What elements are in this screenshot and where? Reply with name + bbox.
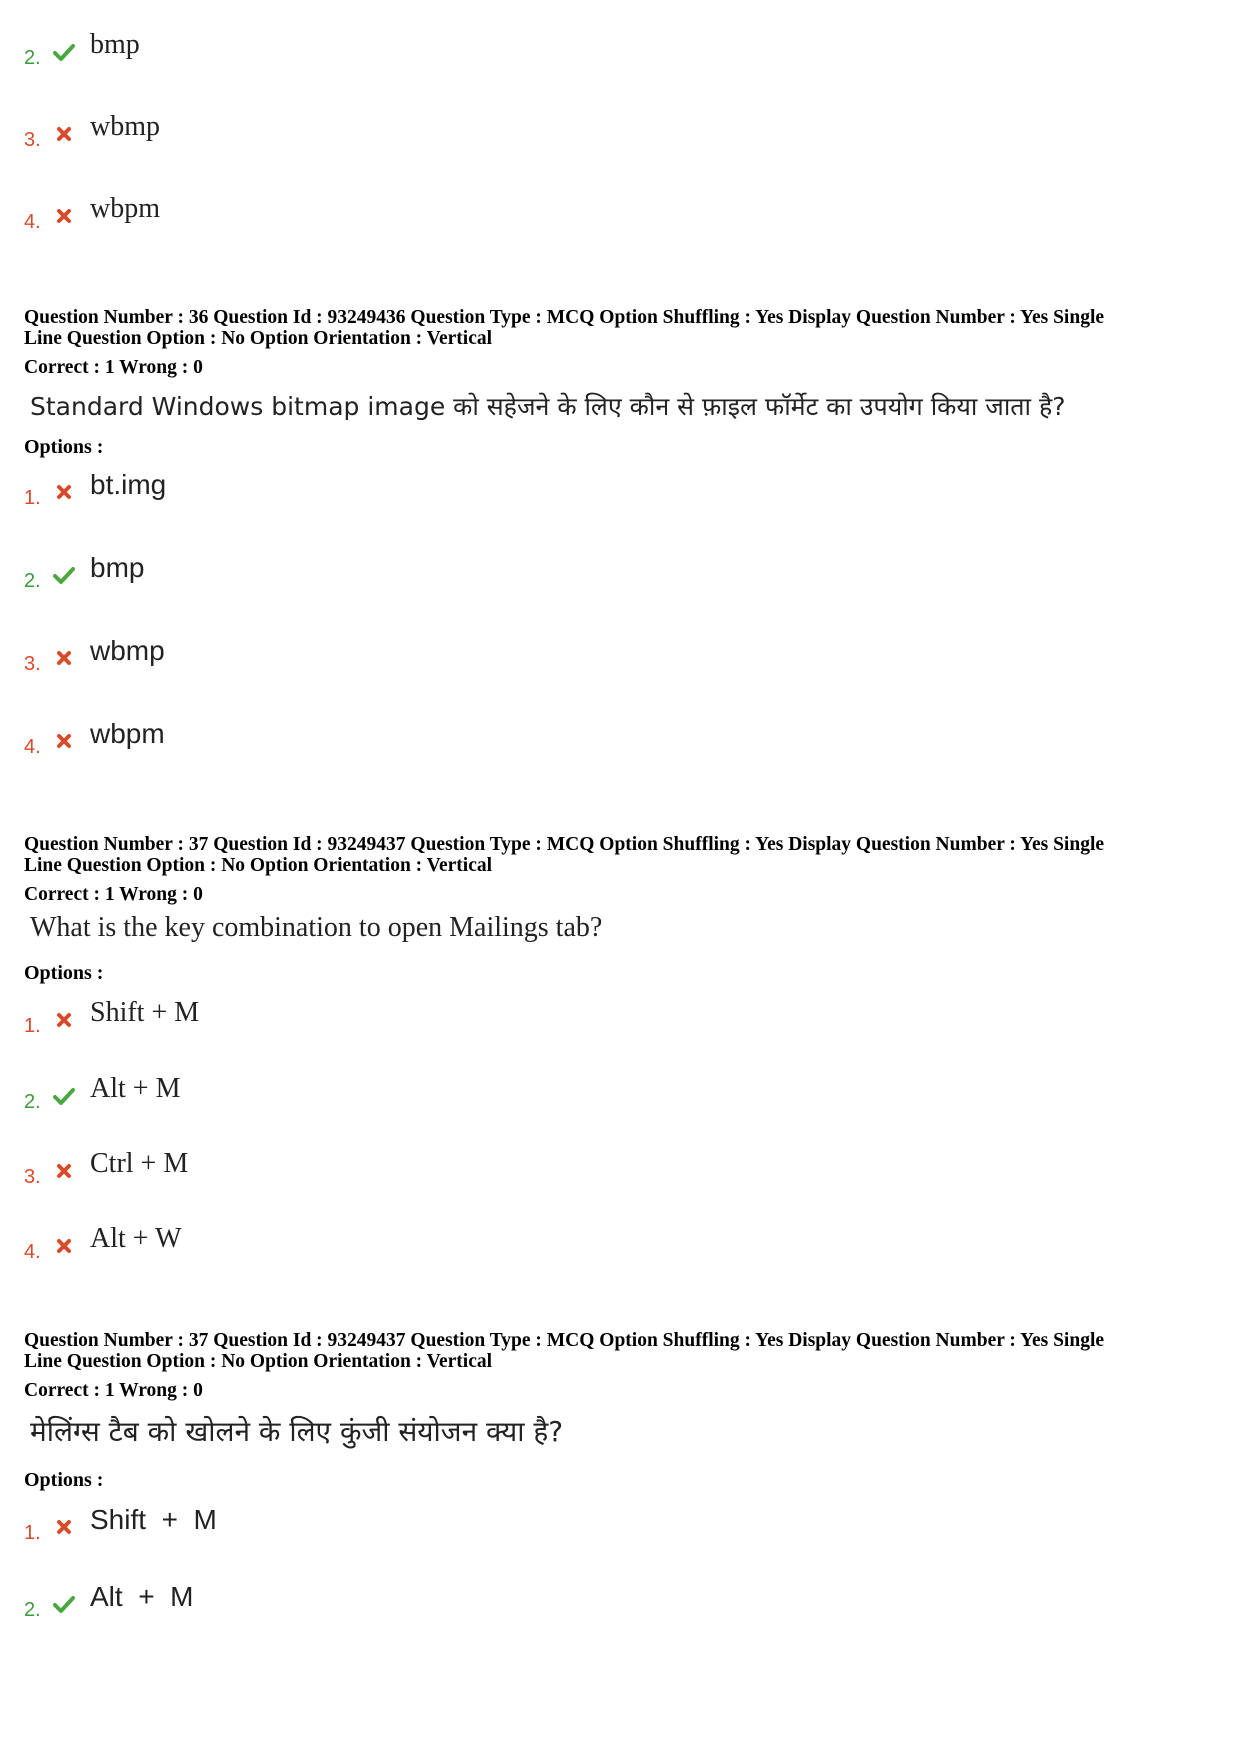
option-text: bmp	[90, 552, 145, 583]
question-meta	[24, 834, 1214, 876]
option-number: 3.	[24, 653, 41, 675]
marks-info: Correct : 1 Wrong : 0	[24, 884, 203, 905]
check-icon	[52, 40, 76, 64]
cross-icon	[52, 1515, 76, 1539]
cross-icon	[52, 1234, 76, 1258]
question-meta	[24, 307, 1214, 349]
option-row	[24, 1147, 624, 1191]
question-text: Standard Windows bitmap image को सहेजने के लिए कौन से फ़ाइल फॉर्मेट का उपयोग किया जाता है?	[30, 392, 1066, 421]
option-number: 1.	[24, 1522, 41, 1544]
option-text: Shift + M	[90, 1504, 217, 1535]
option-text: wbmp	[90, 635, 165, 666]
option-text: Alt + M	[90, 1581, 194, 1612]
meta-line-1: Question Number : 37 Question Id : 93249437 Question Type : MCQ Option Shuffling : Yes Display Question Number : Yes Single	[24, 1330, 1105, 1351]
meta-line-2: Line Question Option : No Option Orientation : Vertical	[24, 855, 493, 876]
options-label: Options :	[24, 1469, 104, 1491]
cross-icon	[52, 646, 76, 670]
check-icon	[52, 1592, 76, 1616]
marks-info: Correct : 1 Wrong : 0	[24, 1380, 203, 1401]
options-label: Options :	[24, 962, 104, 984]
option-number: 1.	[24, 487, 41, 509]
cross-icon	[52, 480, 76, 504]
question-text: What is the key combination to open Mailings tab?	[30, 912, 603, 943]
question-text: मेलिंग्स टैब को खोलने के लिए कुंजी संयोजन क्या है?	[30, 1415, 564, 1448]
option-row	[24, 551, 624, 595]
option-text: wbmp	[90, 111, 160, 142]
option-text: Ctrl + M	[90, 1148, 189, 1179]
option-text: Alt + W	[90, 1223, 182, 1254]
option-row	[24, 28, 624, 72]
meta-line-2: Line Question Option : No Option Orientation : Vertical	[24, 1351, 493, 1372]
cross-icon	[52, 204, 76, 228]
option-row	[24, 1580, 624, 1624]
cross-icon	[52, 122, 76, 146]
option-number: 3.	[24, 129, 41, 151]
option-text: Shift + M	[90, 997, 200, 1028]
meta-line-1: Question Number : 37 Question Id : 93249437 Question Type : MCQ Option Shuffling : Yes Display Question Number : Yes Single	[24, 834, 1105, 855]
option-text: Alt + M	[90, 1073, 181, 1104]
option-text: wbpm	[90, 193, 160, 224]
option-number: 2.	[24, 47, 41, 69]
option-number: 3.	[24, 1166, 41, 1188]
option-text: bt.img	[90, 469, 167, 500]
option-text: wbpm	[90, 718, 165, 749]
marks-info: Correct : 1 Wrong : 0	[24, 357, 203, 378]
option-number: 2.	[24, 1599, 41, 1621]
option-row	[24, 717, 624, 761]
cross-icon	[52, 729, 76, 753]
option-number: 2.	[24, 1091, 41, 1113]
option-text: bmp	[90, 29, 140, 60]
option-row	[24, 996, 624, 1040]
check-icon	[52, 563, 76, 587]
meta-line-2: Line Question Option : No Option Orientation : Vertical	[24, 328, 493, 349]
option-number: 4.	[24, 211, 41, 233]
question-meta	[24, 1330, 1214, 1372]
option-number: 2.	[24, 570, 41, 592]
option-number: 1.	[24, 1015, 41, 1037]
options-label: Options :	[24, 436, 104, 458]
option-number: 4.	[24, 736, 41, 758]
cross-icon	[52, 1159, 76, 1183]
meta-line-1: Question Number : 36 Question Id : 93249436 Question Type : MCQ Option Shuffling : Yes Display Question Number : Yes Single	[24, 307, 1105, 328]
option-row	[24, 634, 624, 678]
option-row	[24, 192, 624, 236]
option-row	[24, 468, 624, 512]
cross-icon	[52, 1008, 76, 1032]
option-row	[24, 1072, 624, 1116]
option-row	[24, 1222, 624, 1266]
check-icon	[52, 1084, 76, 1108]
option-row	[24, 110, 624, 154]
option-number: 4.	[24, 1241, 41, 1263]
option-row	[24, 1503, 624, 1547]
